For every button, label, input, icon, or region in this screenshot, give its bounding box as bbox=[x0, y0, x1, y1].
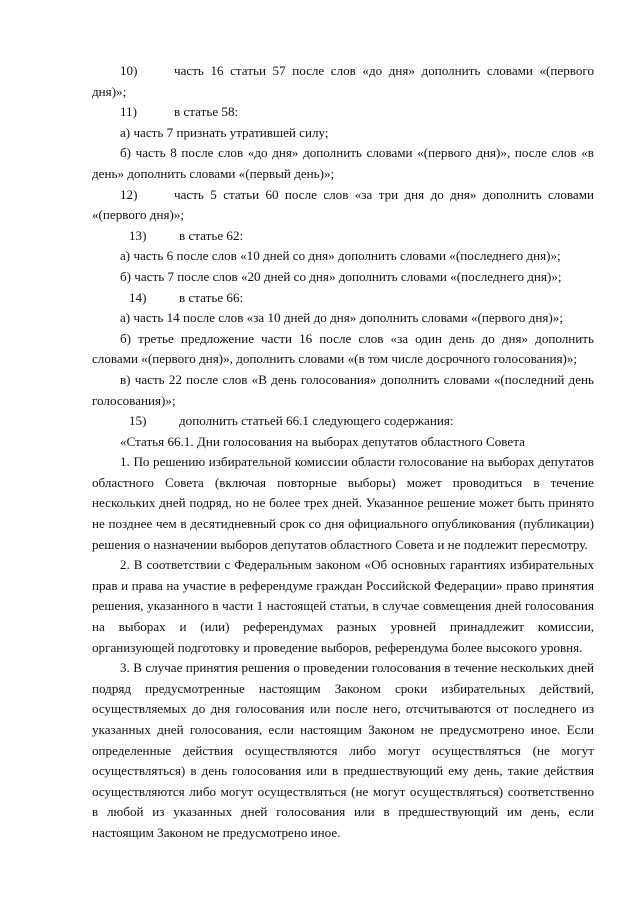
item-text: 1. По решению избирательной комиссии области голосование на выборах депутатов областного Совета (включая повторные выборы) может проводиться в течение нескольких дней подряд, но не более трех дней. Указанное решение может быть принято не позднее чем в десятидневный срок со дня официального опубликования (публикации) решения о назначении выборов депутатов областного Совета и не подлежит пересмотру. bbox=[92, 454, 594, 552]
item-text: а) часть 14 после слов «за 10 дней до дня» дополнить словами «(первого дня)»; bbox=[120, 310, 563, 326]
item-12 bbox=[92, 185, 594, 226]
item-text: дополнить статьей 66.1 следующего содержания: bbox=[179, 413, 454, 429]
item-number: 14) bbox=[129, 289, 147, 305]
item-text: б) часть 7 после слов «20 дней со дня» дополнить словами «(последнего дня)»; bbox=[120, 268, 562, 284]
item-number: 15) bbox=[129, 413, 147, 429]
subitem-14b bbox=[92, 329, 594, 370]
item-number: 13) bbox=[129, 227, 147, 243]
item-text: в статье 66: bbox=[179, 289, 244, 305]
subitem-14a bbox=[92, 308, 594, 329]
item-text: б) третье предложение части 16 после слов «за один день до дня» дополнить словами «(первого дня)», дополнить словами «(в том числе досрочного голосования)»; bbox=[92, 330, 594, 367]
item-text: б) часть 8 после слов «до дня» дополнить словами «(первого дня)», после слов «в день» дополнить словами «(первый день)»; bbox=[92, 145, 594, 181]
article-part-3 bbox=[92, 658, 594, 843]
item-number: 12) bbox=[120, 186, 138, 202]
subitem-11b bbox=[92, 143, 594, 184]
item-text: в статье 62: bbox=[179, 227, 244, 243]
item-text: часть 5 статьи 60 после слов «за три дня до дня» дополнить словами «(первого дня)»; bbox=[92, 186, 594, 223]
item-text: 2. В соответствии с Федеральным законом «Об основных гарантиях избирательных прав и права на участие в референдуме граждан Российской Федерации» право принятия решения, указанного в части 1 настоящей статьи, в случае совмещения дней голосования на выборах и (или) референдумах разных уровней принадлежит комиссии, организующей подготовку и проведение выборов, референдума более высокого уровня. bbox=[92, 557, 594, 655]
item-number: 10) bbox=[120, 63, 138, 78]
item-text: в статье 58: bbox=[174, 104, 239, 120]
item-15 bbox=[92, 411, 594, 432]
subitem-13b bbox=[92, 267, 594, 288]
item-number: 11) bbox=[120, 104, 137, 120]
subitem-11a bbox=[92, 123, 594, 144]
item-10 bbox=[92, 61, 594, 102]
article-part-2 bbox=[92, 555, 594, 658]
item-text: а) часть 6 после слов «10 дней со дня» дополнить словами «(последнего дня)»; bbox=[120, 248, 561, 264]
item-14 bbox=[92, 288, 594, 309]
article-part-1 bbox=[92, 452, 594, 555]
item-13 bbox=[92, 226, 594, 247]
item-11 bbox=[92, 102, 594, 123]
subitem-13a bbox=[92, 246, 594, 267]
article-heading bbox=[92, 432, 594, 453]
item-text: часть 16 статьи 57 после слов «до дня» дополнить словами «(первого дня)»; bbox=[92, 63, 594, 99]
item-text: в) часть 22 после слов «В день голосования» дополнить словами «(последний день голосования)»; bbox=[92, 371, 594, 408]
item-text: «Статья 66.1. Дни голосования на выборах депутатов областного Совета bbox=[120, 433, 525, 449]
item-text: а) часть 7 признать утратившей силу; bbox=[120, 124, 329, 140]
item-text: 3. В случае принятия решения о проведении голосования в течение нескольких дней подряд предусмотренные настоящим Законом сроки избирательных действий, осуществляемых до дня голосования или после него, отсчитываются от последнего из указанных дней голосования, если настоящим Законом не предусмотрено иное. Если определенные действия осуществляются либо могут осуществляться (не могут осуществляться) в день голосования или в предшествующий ему день, такие действия осуществляются либо могут осуществляться (не могут осуществляться) соответственно в любой из указанных дней голосования или в предшествующий им день, если настоящим Законом не предусмотрено иное. bbox=[92, 660, 594, 840]
subitem-14c bbox=[92, 370, 594, 411]
